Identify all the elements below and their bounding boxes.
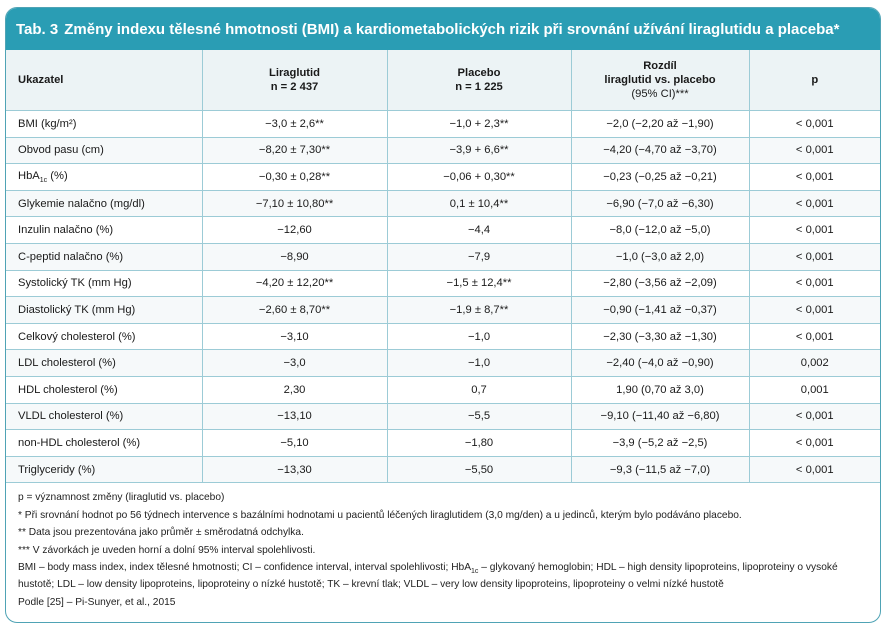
row-label-text: Obvod pasu (cm) — [18, 144, 104, 157]
row-label-text: Diastolický TK (mm Hg) — [18, 303, 136, 316]
cell-p-value: < 0,001 — [749, 111, 880, 138]
cell-p-value: 0,001 — [749, 376, 880, 403]
cell-p-value: < 0,001 — [749, 297, 880, 324]
cell-p-value: < 0,001 — [749, 217, 880, 244]
table-row — [6, 350, 880, 377]
table-row — [6, 323, 880, 350]
row-label-text: Inzulin nalačno (%) — [18, 224, 114, 237]
cell-difference: −2,80 (−3,56 až −2,09) — [571, 270, 749, 297]
row-label-sub: 1c — [39, 177, 48, 185]
cell-placebo: 0,1 ± 10,4** — [387, 190, 571, 217]
table-row — [6, 137, 880, 164]
table-row — [6, 243, 880, 270]
header-placebo-name: Placebo — [457, 67, 501, 79]
cell-liraglutide: −3,10 — [202, 323, 387, 350]
cell-placebo: −3,9 + 6,6** — [387, 137, 571, 164]
row-label-text: BMI (kg/m²) — [18, 117, 77, 130]
cell-placebo: −1,0 — [387, 323, 571, 350]
header-difference-line1: Rozdíl — [643, 60, 677, 72]
row-label-text: VLDL cholesterol (%) — [18, 410, 124, 423]
header-difference-line3: (95% CI)*** — [631, 88, 689, 100]
footnote-p-definition: p = významnost změny (liraglutid vs. placebo) — [18, 492, 225, 504]
row-label-text: HbA — [18, 169, 40, 182]
cell-difference: −9,10 (−11,40 až −6,80) — [571, 403, 749, 430]
cell-p-value: < 0,001 — [749, 403, 880, 430]
table-row — [6, 111, 880, 138]
cell-liraglutide: −13,10 — [202, 403, 387, 430]
cell-p-value: < 0,001 — [749, 137, 880, 164]
row-label — [6, 376, 202, 403]
header-difference — [571, 50, 749, 111]
row-label — [6, 323, 202, 350]
table-title-bar — [6, 8, 880, 50]
cell-placebo: −0,06 + 0,30** — [387, 164, 571, 191]
cell-difference: 1,90 (0,70 až 3,0) — [571, 376, 749, 403]
table-row — [6, 403, 880, 430]
row-label — [6, 403, 202, 430]
row-label — [6, 350, 202, 377]
cell-liraglutide: −5,10 — [202, 430, 387, 457]
row-label-text: non-HDL cholesterol (%) — [18, 436, 141, 449]
row-label-text: Systolický TK (mm Hg) — [18, 277, 132, 290]
row-label — [6, 430, 202, 457]
cell-p-value: < 0,001 — [749, 243, 880, 270]
table-header-row — [6, 50, 880, 111]
header-liraglutide — [202, 50, 387, 111]
cell-difference: −8,0 (−12,0 až −5,0) — [571, 217, 749, 244]
cell-placebo: −1,5 ± 12,4** — [387, 270, 571, 297]
header-p: p — [749, 50, 880, 111]
row-label — [6, 190, 202, 217]
cell-difference: −2,0 (−2,20 až −1,90) — [571, 111, 749, 138]
row-label — [6, 270, 202, 297]
cell-p-value: < 0,001 — [749, 270, 880, 297]
row-label — [6, 297, 202, 324]
cell-placebo: −1,9 ± 8,7** — [387, 297, 571, 324]
row-label — [6, 217, 202, 244]
header-placebo — [387, 50, 571, 111]
cell-p-value: < 0,001 — [749, 164, 880, 191]
table-row — [6, 430, 880, 457]
abbr-part-b: – glykovaný hemoglobin; HDL – high density lipoproteins, lipoproteiny o vysoké hustotě; LDL – low density lipoproteins, lipoproteiny o nízké hustotě; TK – krevní tlak; VLDL – very low density lipoproteins, lipoproteiny o velmi nízké hustotě — [18, 561, 838, 591]
header-difference-line2: liraglutid vs. placebo — [604, 74, 716, 86]
table-row — [6, 190, 880, 217]
row-label-text: Glykemie nalačno (mg/dl) — [18, 197, 145, 210]
footnote-star1: * Při srovnání hodnot po 56 týdnech intervence s bazálními hodnotami u pacientů léčených liraglutidem (3,0 mg/den) a u jedinců, kterým bylo podáváno placebo. — [18, 509, 742, 521]
table-body — [6, 111, 880, 483]
table-row — [6, 456, 880, 483]
cell-placebo: −5,50 — [387, 456, 571, 483]
table-number: Tab. 3 — [16, 20, 59, 38]
cell-liraglutide: −4,20 ± 12,20** — [202, 270, 387, 297]
table-row — [6, 376, 880, 403]
cell-difference: −6,90 (−7,0 až −6,30) — [571, 190, 749, 217]
cell-p-value: 0,002 — [749, 350, 880, 377]
row-label — [6, 137, 202, 164]
cell-liraglutide: −3,0 ± 2,6** — [202, 111, 387, 138]
row-label — [6, 111, 202, 138]
table-row — [6, 270, 880, 297]
cell-liraglutide: 2,30 — [202, 376, 387, 403]
footnote-source: Podle [25] – Pi-Sunyer, et al., 2015 — [18, 596, 176, 608]
cell-placebo: −1,0 — [387, 350, 571, 377]
row-label-text: LDL cholesterol (%) — [18, 357, 116, 370]
table-frame — [5, 7, 881, 623]
row-label — [6, 164, 202, 191]
cell-liraglutide: −2,60 ± 8,70** — [202, 297, 387, 324]
table-row — [6, 164, 880, 191]
table-title: Změny indexu tělesné hmotnosti (BMI) a kardiometabolických rizik při srovnání užívání liraglutidu a placeba* — [64, 20, 840, 38]
row-label — [6, 456, 202, 483]
cell-placebo: −7,9 — [387, 243, 571, 270]
cell-liraglutide: −0,30 ± 0,28** — [202, 164, 387, 191]
footnote-abbreviations — [18, 561, 868, 592]
cell-difference: −9,3 (−11,5 až −7,0) — [571, 456, 749, 483]
cell-difference: −2,40 (−4,0 až −0,90) — [571, 350, 749, 377]
cell-placebo: −5,5 — [387, 403, 571, 430]
cell-liraglutide: −3,0 — [202, 350, 387, 377]
cell-p-value: < 0,001 — [749, 456, 880, 483]
cell-difference: −3,9 (−5,2 až −2,5) — [571, 430, 749, 457]
row-label-text: HDL cholesterol (%) — [18, 383, 118, 396]
cell-difference: −0,90 (−1,41 až −0,37) — [571, 297, 749, 324]
row-label-suffix: (%) — [47, 169, 68, 182]
footnote-star2: ** Data jsou prezentována jako průměr ± směrodatná odchylka. — [18, 527, 304, 539]
cell-difference: −4,20 (−4,70 až −3,70) — [571, 137, 749, 164]
abbr-part-a: BMI – body mass index, index tělesné hmotnosti; CI – confidence interval, interval spolehlivosti; HbA — [18, 561, 472, 573]
row-label-text: C-peptid nalačno (%) — [18, 250, 124, 263]
footnotes — [6, 483, 880, 609]
cell-liraglutide: −12,60 — [202, 217, 387, 244]
header-liraglutide-n: n = 2 437 — [270, 81, 319, 93]
cell-p-value: < 0,001 — [749, 190, 880, 217]
cell-placebo: −1,0 + 2,3** — [387, 111, 571, 138]
cell-difference: −2,30 (−3,30 až −1,30) — [571, 323, 749, 350]
row-label — [6, 243, 202, 270]
row-label-text: Celkový cholesterol (%) — [18, 330, 136, 343]
cell-difference: −0,23 (−0,25 až −0,21) — [571, 164, 749, 191]
header-indicator: Ukazatel — [6, 50, 202, 111]
cell-p-value: < 0,001 — [749, 323, 880, 350]
cell-placebo: 0,7 — [387, 376, 571, 403]
cell-placebo: −1,80 — [387, 430, 571, 457]
table-row — [6, 217, 880, 244]
footnote-star3: *** V závorkách je uveden horní a dolní 95% interval spolehlivosti. — [18, 544, 316, 556]
cell-placebo: −4,4 — [387, 217, 571, 244]
abbr-sub: 1c — [471, 567, 479, 575]
header-placebo-n: n = 1 225 — [455, 81, 503, 93]
cell-p-value: < 0,001 — [749, 430, 880, 457]
results-table — [6, 50, 880, 483]
cell-difference: −1,0 (−3,0 až 2,0) — [571, 243, 749, 270]
cell-liraglutide: −7,10 ± 10,80** — [202, 190, 387, 217]
header-liraglutide-name: Liraglutid — [269, 67, 320, 79]
cell-liraglutide: −8,90 — [202, 243, 387, 270]
row-label-text: Triglyceridy (%) — [18, 463, 96, 476]
cell-liraglutide: −8,20 ± 7,30** — [202, 137, 387, 164]
cell-liraglutide: −13,30 — [202, 456, 387, 483]
table-row — [6, 297, 880, 324]
